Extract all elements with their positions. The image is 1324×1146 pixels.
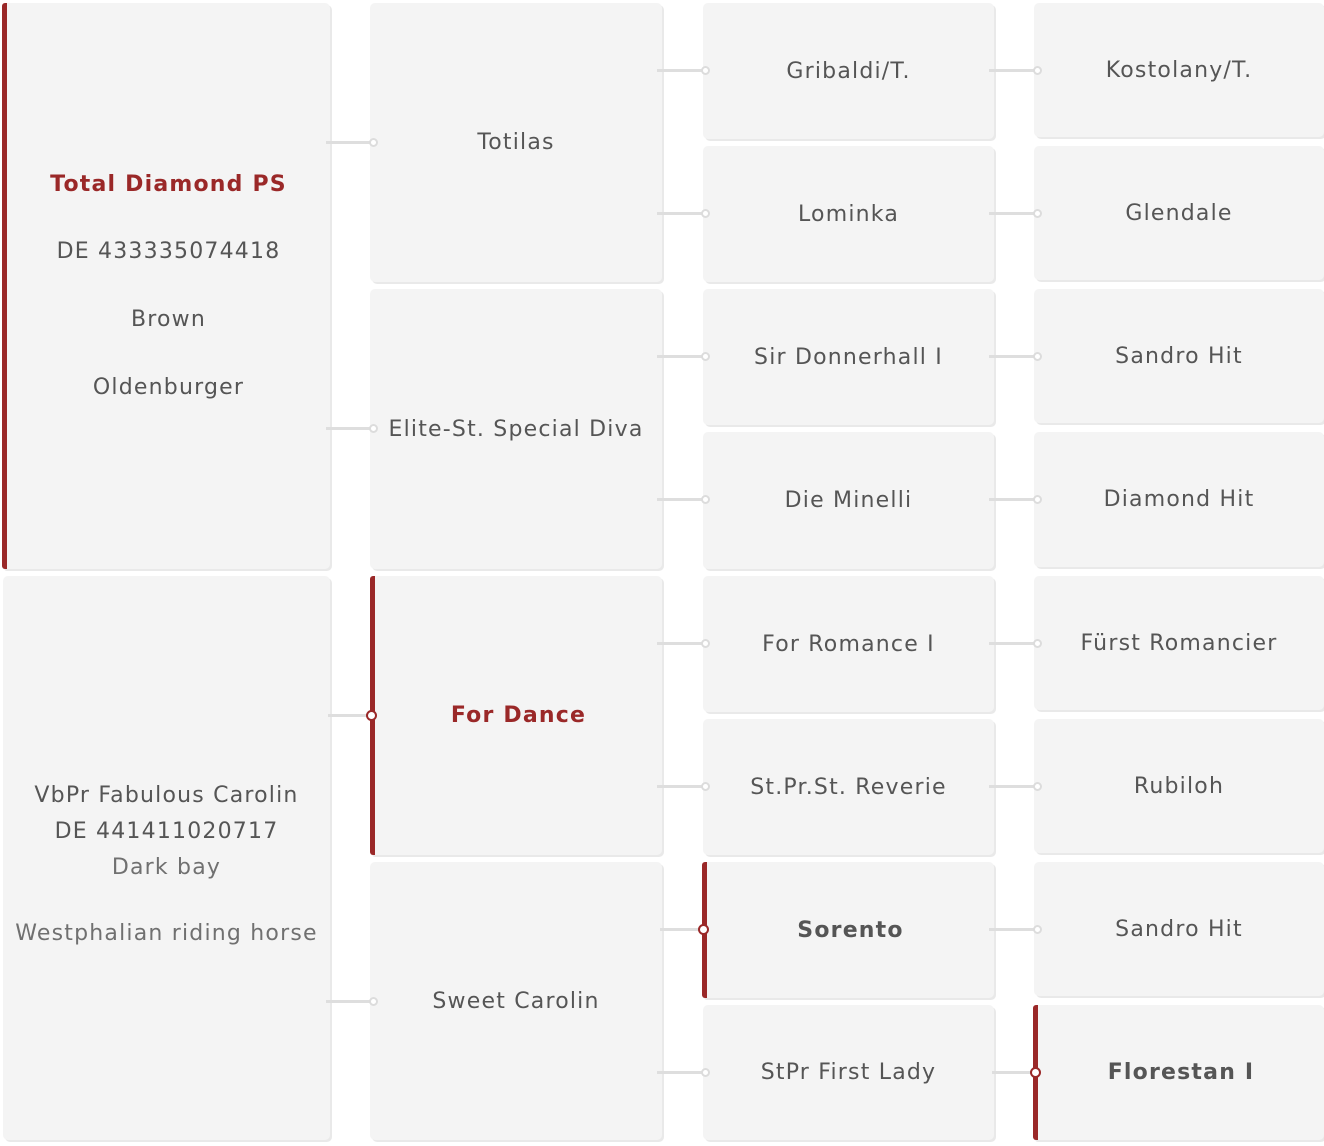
connector-dot: [1033, 495, 1042, 504]
pedigree-card-gen3-3[interactable]: [703, 289, 994, 425]
horse-name: Sweet Carolin: [432, 988, 600, 1014]
connector-line: [326, 1000, 372, 1003]
pedigree-card-gen3-1[interactable]: [703, 3, 994, 139]
connector-dot: [1030, 1067, 1041, 1078]
pedigree-card-gen3-5[interactable]: [703, 576, 994, 712]
connector-line: [657, 355, 705, 358]
pedigree-card-gen4-1[interactable]: [1034, 3, 1324, 137]
dam-breed: Westphalian riding horse: [15, 921, 318, 946]
connector-dot: [366, 710, 377, 721]
pedigree-card-gen3-6[interactable]: [703, 719, 994, 855]
horse-name: Totilas: [477, 130, 555, 155]
connector-line: [657, 498, 705, 501]
connector-dot: [369, 138, 378, 147]
connector-line: [989, 212, 1037, 215]
connector-dot: [701, 639, 710, 648]
connector-dot: [1033, 66, 1042, 75]
horse-name: Diamond Hit: [1103, 487, 1255, 512]
connector-line: [989, 785, 1037, 788]
connector-line: [326, 141, 372, 144]
horse-name: Lominka: [797, 201, 900, 227]
connector-dot: [701, 66, 710, 75]
pedigree-card-gen3-7[interactable]: [702, 862, 994, 998]
horse-name: Glendale: [1125, 200, 1233, 226]
connector-dot: [369, 997, 378, 1006]
sire-registration: DE 433335074418: [56, 239, 281, 264]
horse-name: St.Pr.St. Reverie: [750, 774, 947, 800]
connector-dot: [698, 924, 709, 935]
sire-color: Brown: [130, 307, 207, 332]
pedigree-card-gen4-6[interactable]: [1034, 719, 1324, 853]
connector-dot: [1033, 925, 1042, 934]
connector-line: [657, 785, 705, 788]
pedigree-card-dam-sire[interactable]: [370, 576, 662, 855]
connector-dot: [701, 782, 710, 791]
pedigree-card-gen3-4[interactable]: [703, 432, 994, 569]
horse-name: Sandro Hit: [1115, 343, 1243, 369]
horse-name: Sandro Hit: [1115, 916, 1243, 942]
connector-dot: [1033, 352, 1042, 361]
sire-name: Total Diamond PS: [50, 172, 287, 197]
pedigree-card-gen3-8[interactable]: [703, 1005, 994, 1140]
sire-breed: Oldenburger: [92, 375, 245, 400]
connector-line: [657, 1071, 705, 1074]
connector-line: [989, 642, 1037, 645]
sire-card[interactable]: [2, 3, 330, 569]
pedigree-card-sire-dam[interactable]: [370, 289, 662, 569]
dam-name: VbPr Fabulous Carolin: [34, 783, 299, 808]
horse-name: For Dance: [450, 703, 587, 728]
horse-name: Sorento: [797, 917, 904, 943]
horse-name: Gribaldi/T.: [786, 58, 911, 84]
connector-line: [989, 498, 1037, 501]
connector-dot: [701, 495, 710, 504]
connector-line: [989, 355, 1037, 358]
pedigree-card-gen4-7[interactable]: [1034, 862, 1324, 996]
connector-line: [326, 427, 372, 430]
horse-name: Elite-St. Special Diva: [388, 416, 644, 442]
dam-card[interactable]: [3, 576, 330, 1140]
pedigree-card-gen4-5[interactable]: [1034, 576, 1324, 710]
pedigree-card-gen3-2[interactable]: [703, 146, 994, 282]
pedigree-card-dam-dam[interactable]: [370, 862, 662, 1140]
horse-name: Rubiloh: [1133, 773, 1225, 799]
connector-line: [989, 69, 1037, 72]
connector-dot: [369, 424, 378, 433]
horse-name: Sir Donnerhall I: [754, 344, 943, 370]
pedigree-card-gen4-4[interactable]: [1034, 432, 1324, 567]
connector-dot: [1033, 209, 1042, 218]
horse-name: For Romance I: [762, 631, 935, 657]
horse-name: StPr First Lady: [760, 1060, 937, 1085]
connector-line: [657, 642, 705, 645]
horse-name: Kostolany/T.: [1105, 57, 1253, 83]
pedigree-card-gen4-8[interactable]: [1033, 1005, 1324, 1140]
connector-dot: [1033, 782, 1042, 791]
connector-line: [657, 212, 705, 215]
pedigree-card-sire-sire[interactable]: [370, 3, 662, 282]
horse-name: Florestan I: [1107, 1060, 1255, 1085]
dam-registration: DE 441411020717: [54, 819, 279, 844]
connector-dot: [701, 352, 710, 361]
connector-dot: [701, 209, 710, 218]
horse-name: Die Minelli: [784, 488, 913, 513]
connector-dot: [701, 1068, 710, 1077]
connector-line: [657, 69, 705, 72]
connector-dot: [1033, 639, 1042, 648]
dam-color: Dark bay: [111, 855, 222, 880]
horse-name: Fürst Romancier: [1080, 630, 1278, 656]
pedigree-card-gen4-2[interactable]: [1034, 146, 1324, 280]
pedigree-card-gen4-3[interactable]: [1034, 289, 1324, 423]
connector-line: [989, 928, 1037, 931]
